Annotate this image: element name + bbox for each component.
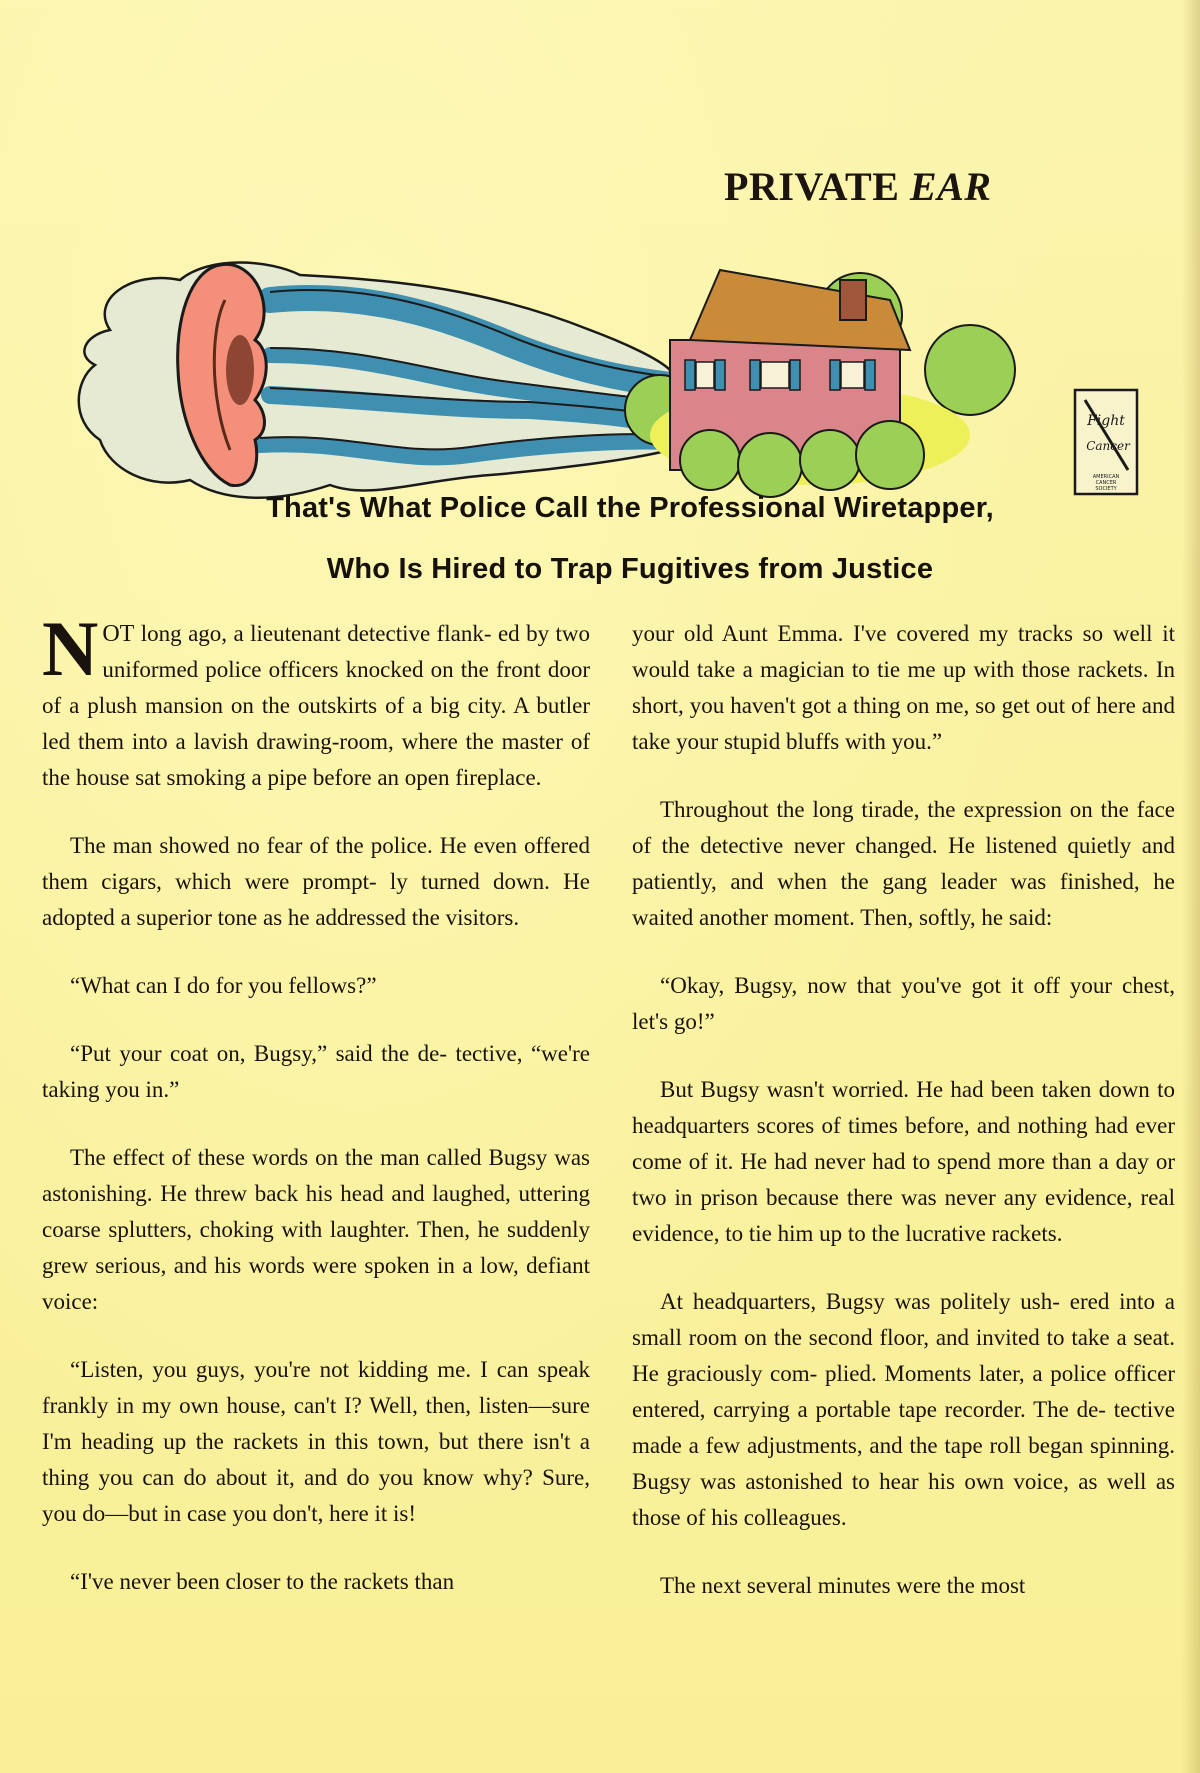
first-words: OT [102, 621, 135, 647]
svg-text:CANCER: CANCER [1095, 480, 1117, 486]
paragraph-10: “Okay, Bugsy, now that you've got it off your chest, let's go!” [632, 973, 1175, 1034]
paragraph-8: your old Aunt Emma. I've covered my tracks so well it would take a magician to tie me up with those rackets. In short, you haven't got a thing on me, so get out of here and take your stupid bluffs with you.” [632, 621, 1175, 754]
ear-and-house-illustration [70, 260, 1180, 500]
paragraph-11: But Bugsy wasn't worried. He had been taken down to headquarters scores of times before, and nothing had ever come of it. He had never had to spend more than a day or two in prison because there was never any evidence, real evidence, to tie him up to the lucrative rackets. [632, 1077, 1175, 1246]
left-column [42, 605, 590, 1632]
paragraph-1 [42, 605, 590, 796]
subheading-line-2: Who Is Hired to Trap Fugitives from Justice [326, 553, 934, 585]
svg-text:AMERICAN: AMERICAN [1092, 474, 1120, 480]
paragraph-9: Throughout the long tirade, the expression on the face of the detective never changed. He listened quietly and patiently, and when the gang leader was finished, he waited another moment. Then, softly, he said: [632, 797, 1175, 930]
paragraph-3: “What can I do for you fellows?” [70, 973, 377, 998]
drop-cap: N [42, 605, 99, 692]
right-column [632, 616, 1175, 1636]
fight-cancer-seal [1075, 390, 1137, 494]
paragraph-4: “Put your coat on, Bugsy,” said the de- tective, “we're taking you in.” [42, 1041, 590, 1102]
article-title [724, 163, 991, 210]
paragraph-6: “Listen, you guys, you're not kidding me. I can speak frankly in my own house, can't I? Well, then, listen—sure I'm heading up the rackets in this town, but there isn't a thing you can do about it, and do you know why? Sure, you do—but in case you don't, here it is! [42, 1357, 590, 1526]
svg-text:SOCIETY: SOCIETY [1095, 486, 1117, 492]
wiretap-illustration-svg [70, 260, 1180, 500]
paragraph-7: “I've never been closer to the rackets than [70, 1569, 455, 1594]
paragraph-12: At headquarters, Bugsy was politely ush- ered into a small room on the second floor, and invited to take a seat. He graciously com- plied. Moments later, a police officer entered, carrying a portable tape recorder. The de- tective made a few adjustments, and the tape roll began spinning. Bugsy was astonished to hear his own voice, as well as those of his colleagues. [632, 1289, 1175, 1530]
title-italic: EAR [909, 164, 992, 209]
subheading-line-1: That's What Police Call the Professional Wiretapper, [266, 492, 994, 524]
svg-text:Fight: Fight [1087, 413, 1125, 429]
title-plain: PRIVATE [724, 164, 900, 209]
paragraph-2: The man showed no fear of the police. He even offered them cigars, which were prompt- ly turned down. He adopted a superior tone as he addressed the visitors. [42, 833, 590, 930]
svg-text:Cancer: Cancer [1086, 439, 1130, 453]
paragraph-5: The effect of these words on the man called Bugsy was astonishing. He threw back his head and laughed, uttering coarse splutters, choking with laughter. Then, he suddenly grew serious, and his words were spoken in a low, defiant voice: [42, 1145, 590, 1314]
paragraph-13: The next several minutes were the most [660, 1573, 1026, 1598]
paragraph-text: long ago, a lieutenant detective flank- ed by two uniformed police officers knocked on the front door of a plush mansion on the outskirts of a big city. A butler led them into a lavish drawing-room, where the master of the house sat smoking a pipe before an open fireplace. [42, 621, 590, 790]
